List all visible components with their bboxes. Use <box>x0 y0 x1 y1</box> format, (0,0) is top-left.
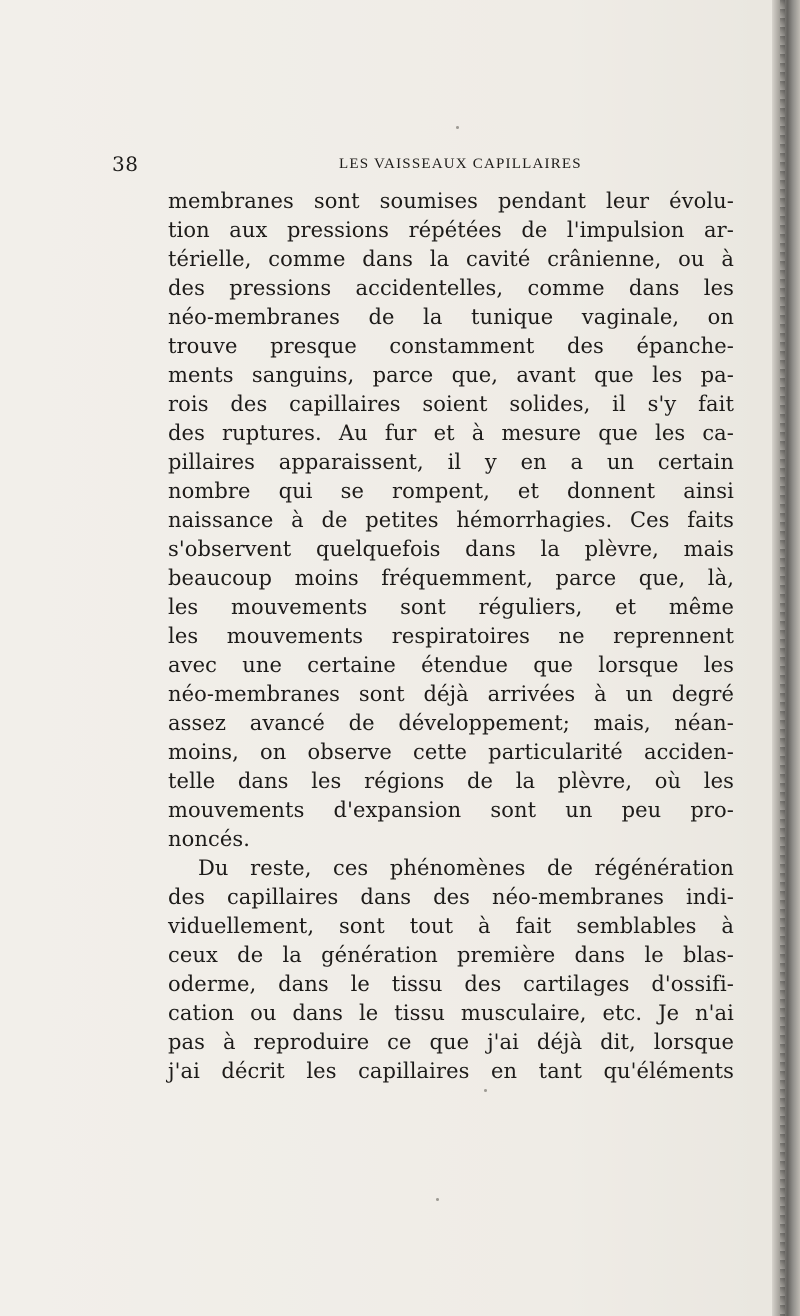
body-line: nombre qui se rompent, et donnent ainsi <box>168 479 734 503</box>
page-edge-shadow <box>772 0 800 1316</box>
body-line: viduellement, sont tout à fait semblables à <box>168 914 734 938</box>
body-line: pillaires apparaissent, il y en a un certain <box>168 450 734 474</box>
running-head: LES VAISSEAUX CAPILLAIRES <box>339 156 582 172</box>
body-line: mouvements d'expansion sont un peu pro- <box>168 798 734 822</box>
body-line: rois des capillaires soient solides, il s'y fait <box>168 392 734 416</box>
body-line: s'observent quelquefois dans la plèvre, mais <box>168 537 734 561</box>
body-line: néo-membranes de la tunique vaginale, on <box>168 305 734 329</box>
paper-speck <box>484 1089 487 1092</box>
page-header <box>112 152 712 176</box>
body-line: pas à reproduire ce que j'ai déjà dit, lorsque <box>168 1030 734 1054</box>
body-line: telle dans les régions de la plèvre, où les <box>168 769 734 793</box>
page-number: 38 <box>112 152 139 176</box>
body-line: assez avancé de développement; mais, néan- <box>168 711 734 735</box>
body-line: térielle, comme dans la cavité crânienne, ou à <box>168 247 734 271</box>
paper-speck <box>456 126 459 129</box>
body-line: beaucoup moins fréquemment, parce que, là, <box>168 566 734 590</box>
body-line: des capillaires dans des néo-membranes indi- <box>168 885 734 909</box>
body-line: trouve presque constamment des épanche- <box>168 334 734 358</box>
body-line: j'ai décrit les capillaires en tant qu'éléments <box>168 1059 734 1083</box>
body-line: moins, on observe cette particularité acciden- <box>168 740 734 764</box>
body-line: ceux de la génération première dans le blas- <box>168 943 734 967</box>
body-line: tion aux pressions répétées de l'impulsion ar- <box>168 218 734 242</box>
body-line: les mouvements respiratoires ne reprennent <box>168 624 734 648</box>
body-line-paragraph-end: noncés. <box>168 827 251 851</box>
body-line: les mouvements sont réguliers, et même <box>168 595 734 619</box>
body-line: membranes sont soumises pendant leur évolu- <box>168 189 734 213</box>
body-text <box>168 187 734 1086</box>
body-line: des pressions accidentelles, comme dans les <box>168 276 734 300</box>
paper-speck <box>436 1198 439 1201</box>
body-line: ments sanguins, parce que, avant que les pa- <box>168 363 734 387</box>
body-line: avec une certaine étendue que lorsque les <box>168 653 734 677</box>
body-line-paragraph-start: Du reste, ces phénomènes de régénération <box>198 856 734 880</box>
body-line: cation ou dans le tissu musculaire, etc. Je n'ai <box>168 1001 734 1025</box>
body-line: des ruptures. Au fur et à mesure que les ca- <box>168 421 734 445</box>
body-line: néo-membranes sont déjà arrivées à un degré <box>168 682 734 706</box>
body-line: naissance à de petites hémorrhagies. Ces faits <box>168 508 734 532</box>
body-line: oderme, dans le tissu des cartilages d'ossifi- <box>168 972 734 996</box>
